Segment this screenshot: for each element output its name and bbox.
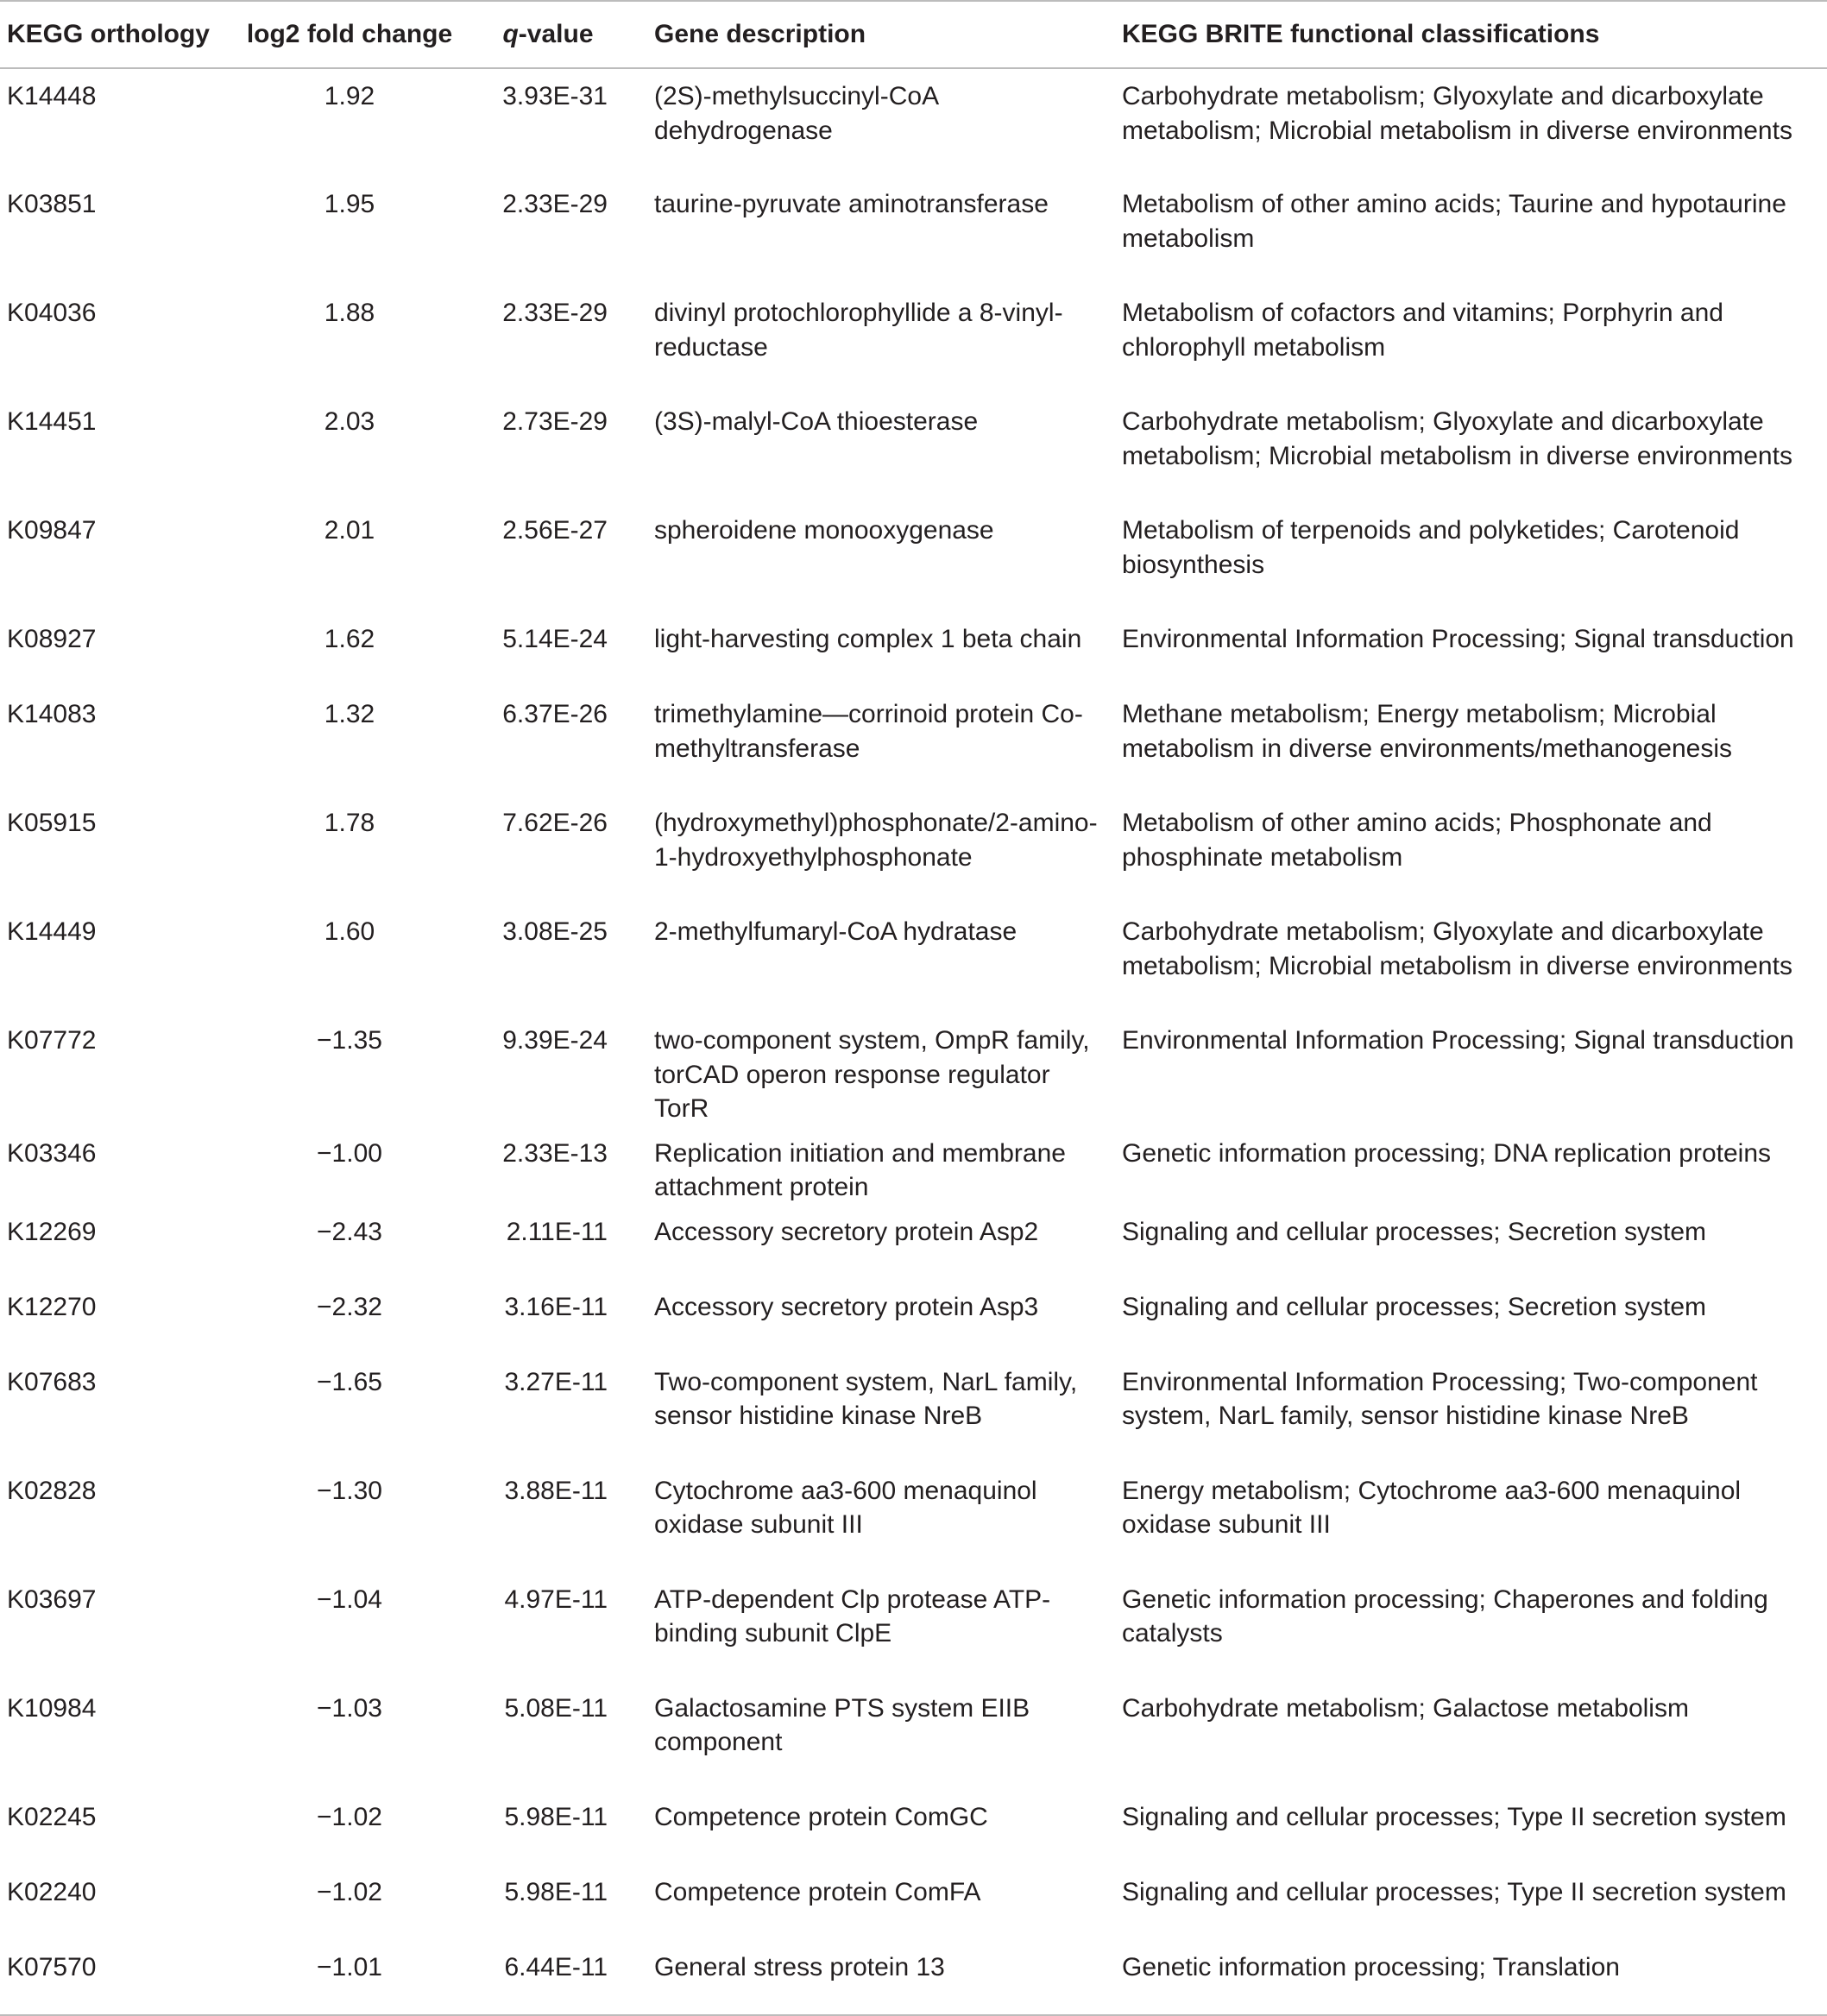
cell-ko: K14083 xyxy=(7,700,97,728)
cell-functional-classification: Carbohydrate metabolism; Glyoxylate and dicarboxylate metabolism; Microbial metabolism in diverse environments xyxy=(1122,82,1792,145)
cell-q-value: 4.97E-11 xyxy=(504,1584,608,1614)
cell-ko: K12270 xyxy=(7,1292,97,1321)
cell-q-value: 2.56E-27 xyxy=(502,516,608,545)
cell-q-value: 7.62E-26 xyxy=(502,809,608,837)
cell-functional-classification: Signaling and cellular processes; Type II secretion system xyxy=(1122,1802,1786,1831)
cell-q-value: 3.08E-25 xyxy=(502,917,608,946)
cell-fold-change: −2.32 xyxy=(317,1292,382,1321)
cell-ko: K07683 xyxy=(7,1367,97,1396)
cell-ko: K09847 xyxy=(7,516,97,545)
table-row xyxy=(0,177,1827,286)
table-row xyxy=(0,687,1827,796)
cell-q-value: 3.27E-11 xyxy=(504,1367,608,1396)
cell-q-value: 6.37E-26 xyxy=(502,700,608,728)
cell-q-value: 9.39E-24 xyxy=(502,1026,608,1055)
cell-ko: K03346 xyxy=(7,1138,97,1168)
cell-q-value: 5.98E-11 xyxy=(504,1877,608,1906)
table-row xyxy=(0,1865,1827,1940)
cell-functional-classification: Signaling and cellular processes; Type II secretion system xyxy=(1122,1877,1786,1906)
cell-gene-description: light-harvesting complex 1 beta chain xyxy=(654,625,1082,653)
cell-fold-change: −1.30 xyxy=(317,1476,382,1505)
cell-ko: K14451 xyxy=(7,407,97,436)
cell-q-value: 3.88E-11 xyxy=(504,1476,608,1505)
cell-gene-description: (hydroxymethyl)phosphonate/2-amino-1-hydroxyethylphosphonate xyxy=(654,809,1098,872)
cell-fold-change: −1.02 xyxy=(317,1802,382,1831)
header-functional-classifications: KEGG BRITE functional classifications xyxy=(1113,1,1827,68)
table-row xyxy=(0,612,1827,687)
cell-functional-classification: Metabolism of other amino acids; Phosphonate and phosphinate metabolism xyxy=(1122,809,1712,872)
cell-fold-change: −1.00 xyxy=(317,1138,382,1168)
header-q-value-q: q xyxy=(502,20,519,48)
cell-ko: K05915 xyxy=(7,809,97,837)
cell-gene-description: trimethylamine—corrinoid protein Co-methyltransferase xyxy=(654,700,1083,763)
cell-q-value: 2.33E-29 xyxy=(502,299,608,327)
cell-ko: K07772 xyxy=(7,1026,97,1055)
cell-fold-change: 1.32 xyxy=(324,700,375,728)
cell-gene-description: ATP-dependent Clp protease ATP-binding subunit ClpE xyxy=(654,1584,1051,1647)
cell-q-value: 5.98E-11 xyxy=(504,1802,608,1831)
cell-functional-classification: Carbohydrate metabolism; Galactose metabolism xyxy=(1122,1693,1689,1723)
cell-fold-change: −1.35 xyxy=(317,1026,382,1055)
table-row xyxy=(0,796,1827,904)
cell-fold-change: 1.60 xyxy=(324,917,375,946)
header-row xyxy=(0,1,1827,68)
cell-gene-description: Accessory secretory protein Asp2 xyxy=(654,1217,1039,1246)
table-row xyxy=(0,1355,1827,1464)
cell-gene-description: spheroidene monooxygenase xyxy=(654,516,994,545)
cell-gene-description: Cytochrome aa3-600 menaquinol oxidase subunit III xyxy=(654,1476,1037,1539)
cell-ko: K03697 xyxy=(7,1584,97,1614)
cell-fold-change: 1.92 xyxy=(324,82,375,110)
cell-gene-description: taurine-pyruvate aminotransferase xyxy=(654,190,1049,218)
table-row xyxy=(0,1464,1827,1572)
cell-functional-classification: Genetic information processing; Chaperones and folding catalysts xyxy=(1122,1584,1768,1647)
cell-fold-change: 1.95 xyxy=(324,190,375,218)
cell-fold-change: 2.01 xyxy=(324,516,375,545)
cell-gene-description: General stress protein 13 xyxy=(630,1940,1113,2015)
cell-ko: K02240 xyxy=(7,1877,97,1906)
table-row xyxy=(0,1013,1827,1126)
cell-gene-description: Accessory secretory protein Asp3 xyxy=(654,1292,1039,1321)
cell-gene-description: Competence protein ComGC xyxy=(654,1802,988,1831)
table-row xyxy=(0,1126,1827,1205)
cell-functional-classification: Energy metabolism; Cytochrome aa3-600 menaquinol oxidase subunit III xyxy=(1122,1476,1742,1539)
cell-q-value: 2.73E-29 xyxy=(502,407,608,436)
header-kegg-orthology: KEGG orthology xyxy=(0,1,233,68)
cell-gene-description: divinyl protochlorophyllide a 8-vinyl-reductase xyxy=(654,299,1063,362)
cell-functional-classification: Genetic information processing; Translation xyxy=(1113,1940,1827,2015)
cell-functional-classification: Signaling and cellular processes; Secretion system xyxy=(1122,1292,1707,1321)
table-row xyxy=(0,286,1827,394)
table-row xyxy=(0,68,1827,177)
cell-q-value: 3.16E-11 xyxy=(504,1292,608,1321)
cell-gene-description: (3S)-malyl-CoA thioesterase xyxy=(654,407,979,436)
cell-ko: K04036 xyxy=(7,299,97,327)
cell-ko: K08927 xyxy=(7,625,97,653)
cell-fold-change: −1.03 xyxy=(317,1693,382,1723)
cell-functional-classification: Metabolism of cofactors and vitamins; Porphyrin and chlorophyll metabolism xyxy=(1122,299,1723,362)
cell-ko: K12269 xyxy=(7,1217,97,1246)
cell-gene-description: Replication initiation and membrane attachment protein xyxy=(654,1138,1066,1201)
cell-gene-description: Galactosamine PTS system EIIB component xyxy=(654,1693,1030,1756)
cell-ko: K14449 xyxy=(7,917,97,946)
cell-functional-classification: Carbohydrate metabolism; Glyoxylate and dicarboxylate metabolism; Microbial metabolism in diverse environments xyxy=(1122,917,1792,980)
cell-functional-classification: Environmental Information Processing; Signal transduction xyxy=(1122,1026,1794,1055)
table-row xyxy=(0,1205,1827,1280)
table-row xyxy=(0,503,1827,612)
cell-q-value: 2.11E-11 xyxy=(506,1217,608,1246)
cell-q-value: 2.33E-29 xyxy=(502,190,608,218)
cell-ko: K02245 xyxy=(7,1802,97,1831)
cell-ko: K03851 xyxy=(7,190,97,218)
cell-fold-change: −1.01 xyxy=(233,1940,466,2015)
cell-ko: K07570 xyxy=(0,1940,233,2015)
cell-fold-change: 1.62 xyxy=(324,625,375,653)
cell-fold-change: −1.02 xyxy=(317,1877,382,1906)
cell-q-value: 3.93E-31 xyxy=(502,82,608,110)
header-gene-description: Gene description xyxy=(630,1,1113,68)
cell-functional-classification: Signaling and cellular processes; Secretion system xyxy=(1122,1217,1707,1246)
cell-fold-change: 2.03 xyxy=(324,407,375,436)
cell-ko: K14448 xyxy=(7,82,97,110)
cell-functional-classification: Metabolism of other amino acids; Taurine and hypotaurine metabolism xyxy=(1122,190,1786,253)
table-row xyxy=(0,394,1827,503)
cell-functional-classification: Metabolism of terpenoids and polyketides; Carotenoid biosynthesis xyxy=(1122,516,1740,579)
cell-gene-description: 2-methylfumaryl-CoA hydratase xyxy=(654,917,1017,946)
cell-gene-description: (2S)-methylsuccinyl-CoA dehydrogenase xyxy=(654,82,938,145)
cell-q-value: 6.44E-11 xyxy=(466,1940,630,2015)
header-q-value-suffix: -value xyxy=(518,20,594,48)
header-q-value xyxy=(466,1,630,68)
cell-functional-classification: Carbohydrate metabolism; Glyoxylate and dicarboxylate metabolism; Microbial metabolism in diverse environments xyxy=(1122,407,1792,470)
cell-functional-classification: Genetic information processing; DNA replication proteins xyxy=(1122,1138,1772,1168)
cell-ko: K10984 xyxy=(7,1693,97,1723)
cell-q-value: 5.08E-11 xyxy=(504,1693,608,1723)
table-row xyxy=(0,1681,1827,1790)
cell-functional-classification: Methane metabolism; Energy metabolism; Microbial metabolism in diverse environments/methanogenesis xyxy=(1122,700,1733,763)
table-row xyxy=(0,1790,1827,1865)
cell-gene-description: Two-component system, NarL family, sensor histidine kinase NreB xyxy=(654,1367,1078,1430)
cell-gene-description: Competence protein ComFA xyxy=(654,1877,981,1906)
table-row xyxy=(0,1280,1827,1355)
cell-fold-change: −1.04 xyxy=(317,1584,382,1614)
cell-fold-change: −2.43 xyxy=(317,1217,382,1246)
cell-functional-classification: Environmental Information Processing; Two-component system, NarL family, sensor histidine kinase NreB xyxy=(1122,1367,1758,1430)
cell-fold-change: −1.65 xyxy=(317,1367,382,1396)
table-row xyxy=(0,1940,1827,2015)
table-row xyxy=(0,1572,1827,1681)
cell-functional-classification: Environmental Information Processing; Signal transduction xyxy=(1122,625,1794,653)
cell-ko: K02828 xyxy=(7,1476,97,1505)
cell-q-value: 5.14E-24 xyxy=(502,625,608,653)
cell-fold-change: 1.88 xyxy=(324,299,375,327)
cell-gene-description: two-component system, OmpR family, torCAD operon response regulator TorR xyxy=(654,1026,1090,1123)
table-body xyxy=(0,68,1827,2015)
header-log2-fold-change: log2 fold change xyxy=(233,1,466,68)
cell-q-value: 2.33E-13 xyxy=(502,1138,608,1168)
table-row xyxy=(0,904,1827,1013)
cell-fold-change: 1.78 xyxy=(324,809,375,837)
